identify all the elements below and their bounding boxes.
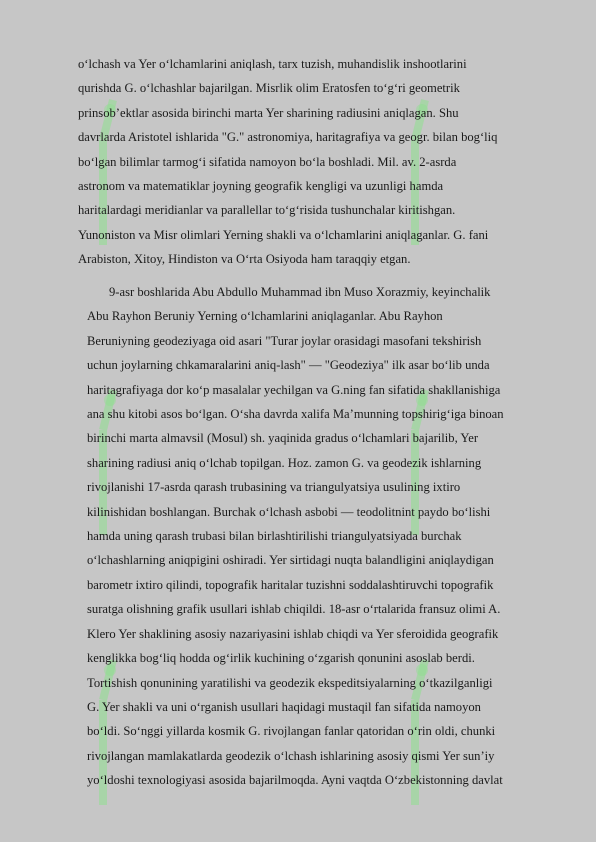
paragraph-2 [87,280,551,793]
text-line: Klero Yer shaklining asosiy nazariyasini ishlab chiqdi va Yer sferoidida geografik [87,626,499,641]
text-line: sharining radiusi aniq o‘lchab topilgan. Hoz. zamon G. va geodezik ishlarning [87,455,482,470]
text-line: qurishda G. o‘lchashlar bajarilgan. Misrlik olim Eratosfen to‘g‘ri geometrik [78,81,460,96]
text-line: Beruniyning geodeziyaga oid asari "Turar joylar orasidagi masofani tekshirish [87,333,482,348]
text-line: rivojlangan mamlakatlarda geodezik o‘lchash ishlarining asosiy qismi Yer sun’iy [87,748,495,763]
text-line: Yunoniston va Misr olimlari Yerning shakli va o‘lchamlarini aniqlaganlar. G. fani [78,227,489,242]
text-line [87,280,551,304]
text-line: bo‘ldi. So‘nggi yillarda kosmik G. rivojlangan fanlar qatoridan o‘rin oldi, chunki [87,724,496,739]
text-line: o‘lchash va Yer o‘lchamlarini aniqlash, tarx tuzish, muhandislik inshootlarini [78,57,467,71]
text-line-content: 9-asr boshlarida Abu Abdullo Muhammad ibn Muso Xorazmiy, keyinchalik [109,285,491,299]
text-line: Tortishish qonunining yaratilishi va geodezik ekspeditsiyalarning o‘tkazilganligi [87,675,493,690]
text-line: birinchi marta almavsil (Mosul) sh. yaqinida gradus o‘lchamlari bajarilib, Yer [87,431,479,446]
text-line: yo‘ldoshi texnologiyasi asosida bajarilmoqda. Ayni vaqtda O‘zbekistonning davlat [87,773,503,788]
text-line: prinsob’ektlar asosida birinchi marta Yer sharining radiusini aniqlagan. Shu [78,105,459,120]
text-line: haritalardagi meridianlar va parallellar to‘g‘risida tushunchalar kiritishgan. [78,203,456,218]
text-line: haritagrafiyaga dor ko‘p masalalar yechilgan va G.ning fan sifatida shakllanishiga [87,382,501,397]
text-line: bo‘lgan bilimlar tarmog‘i sifatida namoyon bo‘la boshladi. Mil. av. 2-asrda [78,154,457,169]
text-line: davrlarda Aristotel ishlarida "G." astronomiya, haritagrafiya va geogr. bilan bog‘liq [78,130,498,145]
text-line: Arabiston, Xitoy, Hindiston va O‘rta Osiyoda ham taraqqiy etgan. [78,252,411,267]
text-line: hamda uning qarash trubasi bilan birlashtirilishi triangulyatsiyada burchak [87,529,462,544]
text-line: kilinishidan boshlangan. Burchak o‘lchash asbobi — teodolitnint paydo bo‘lishi [87,504,491,519]
text-line: rivojlanishi 17-asrda qarash trubasining va triangulyatsiya usulining ixtiro [87,480,461,495]
paragraph-1 [78,52,526,272]
text-line: G. Yer shakli va uni o‘rganish usullari haqidagi mustaqil fan sifatida namoyon [87,699,481,714]
text-line: Abu Rayhon Beruniy Yerning o‘lchamlarini aniqlaganlar. Abu Rayhon [87,309,443,324]
text-line: o‘lchashlarning aniqpigini oshiradi. Yer sirtidagi nuqta balandligini aniqlaydigan [87,553,494,568]
text-line: astronom va matematiklar joyning geografik kengligi va uzunligi hamda [78,179,444,194]
text-line: kenglikka bog‘liq hodda og‘irlik kuchining o‘zgarish qonunini asoslab berdi. [87,651,475,666]
text-line: suratga olishning grafik usullari ishlab chiqildi. 18-asr o‘rtalarida fransuz olimi A. [87,602,501,617]
text-line: ana shu kitobi asos bo‘lgan. O‘sha davrda xalifa Ma’munning topshirig‘iga binoan [87,407,504,422]
text-line: barometr ixtiro qilindi, topografik haritalar tuzishni soddalashtiruvchi topografik [87,577,494,592]
text-line: uchun joylarning chkamaralarini aniq-lash" — "Geodeziya" ilk asar bo‘lib unda [87,358,490,373]
